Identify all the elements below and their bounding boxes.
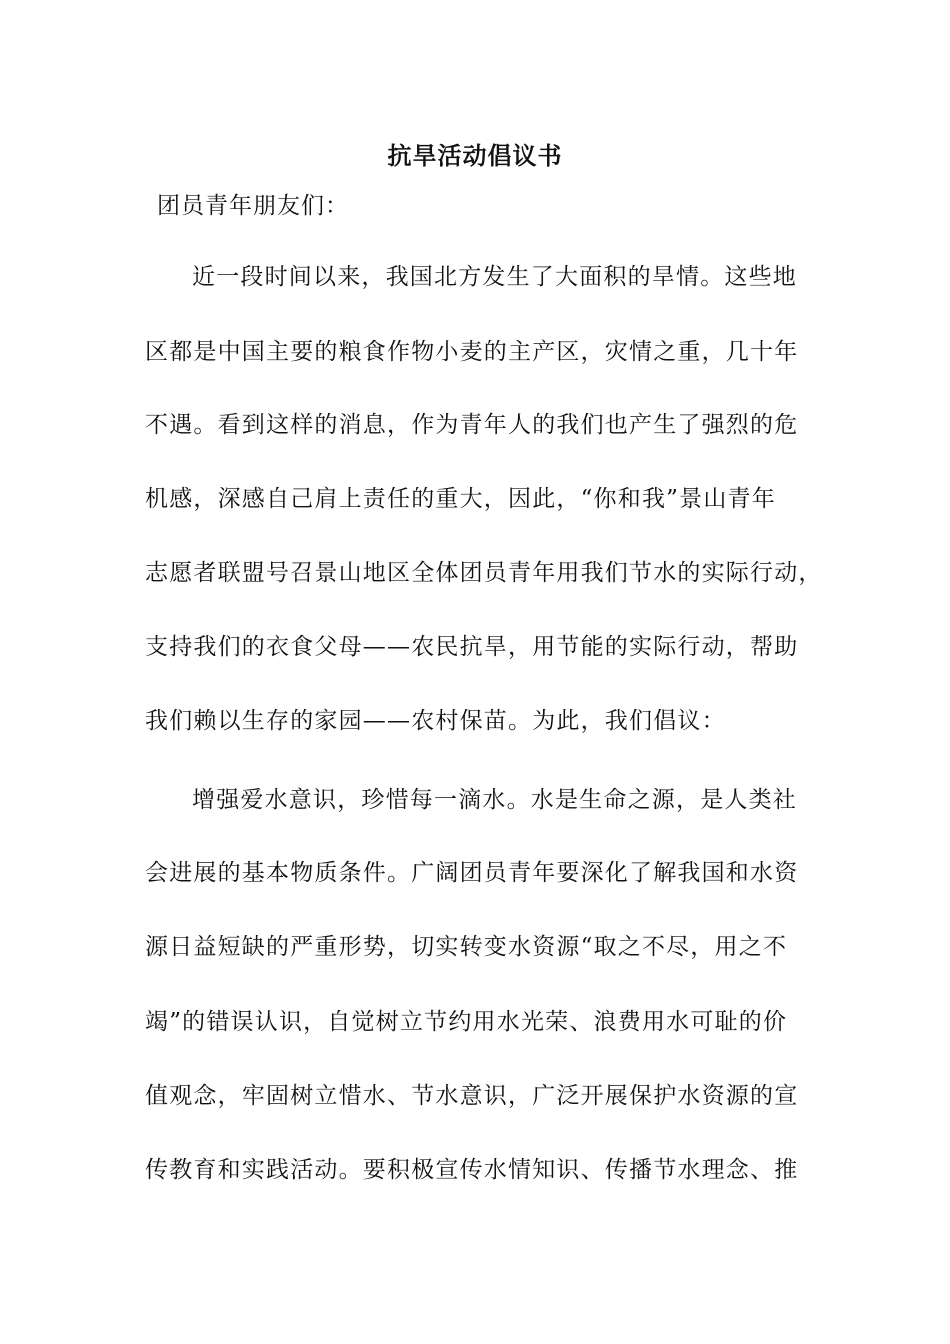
paragraph-line: 增强爱水意识，珍惜每一滴水。水是生命之源，是人类社 xyxy=(192,787,797,813)
paragraph-line: 志愿者联盟号召景山地区全体团员青年用我们节水的实际行动， xyxy=(145,560,823,586)
paragraph-line: 近一段时间以来，我国北方发生了大面积的旱情。这些地 xyxy=(192,264,797,290)
paragraph-line: 竭”的错误认识，自觉树立节约用水光荣、浪费用水可耻的价 xyxy=(145,1009,788,1035)
paragraph-line: 源日益短缺的严重形势，切实转变水资源“取之不尽，用之不 xyxy=(145,934,788,960)
paragraph-line: 支持我们的衣食父母——农民抗旱，用节能的实际行动，帮助 xyxy=(145,634,799,660)
salutation: 团员青年朋友们： xyxy=(157,193,349,219)
paragraph-line: 会进展的基本物质条件。广阔团员青年要深化了解我国和水资 xyxy=(145,860,799,886)
paragraph-line: 区都是中国主要的粮食作物小麦的主产区，灾情之重，几十年 xyxy=(145,339,799,365)
paragraph-line: 值观念，牢固树立惜水、节水意识，广泛开展保护水资源的宣 xyxy=(145,1083,799,1109)
paragraph-line: 传教育和实践活动。要积极宣传水情知识、传播节水理念、推 xyxy=(145,1157,799,1183)
paragraph-line: 不遇。看到这样的消息，作为青年人的我们也产生了强烈的危 xyxy=(145,412,799,438)
document-title: 抗旱活动倡议书 xyxy=(387,141,563,170)
paragraph-line: 机感，深感自己肩上责任的重大，因此，“你和我”景山青年 xyxy=(145,486,776,512)
paragraph-line: 我们赖以生存的家园——农村保苗。为此，我们倡议： xyxy=(145,708,726,734)
